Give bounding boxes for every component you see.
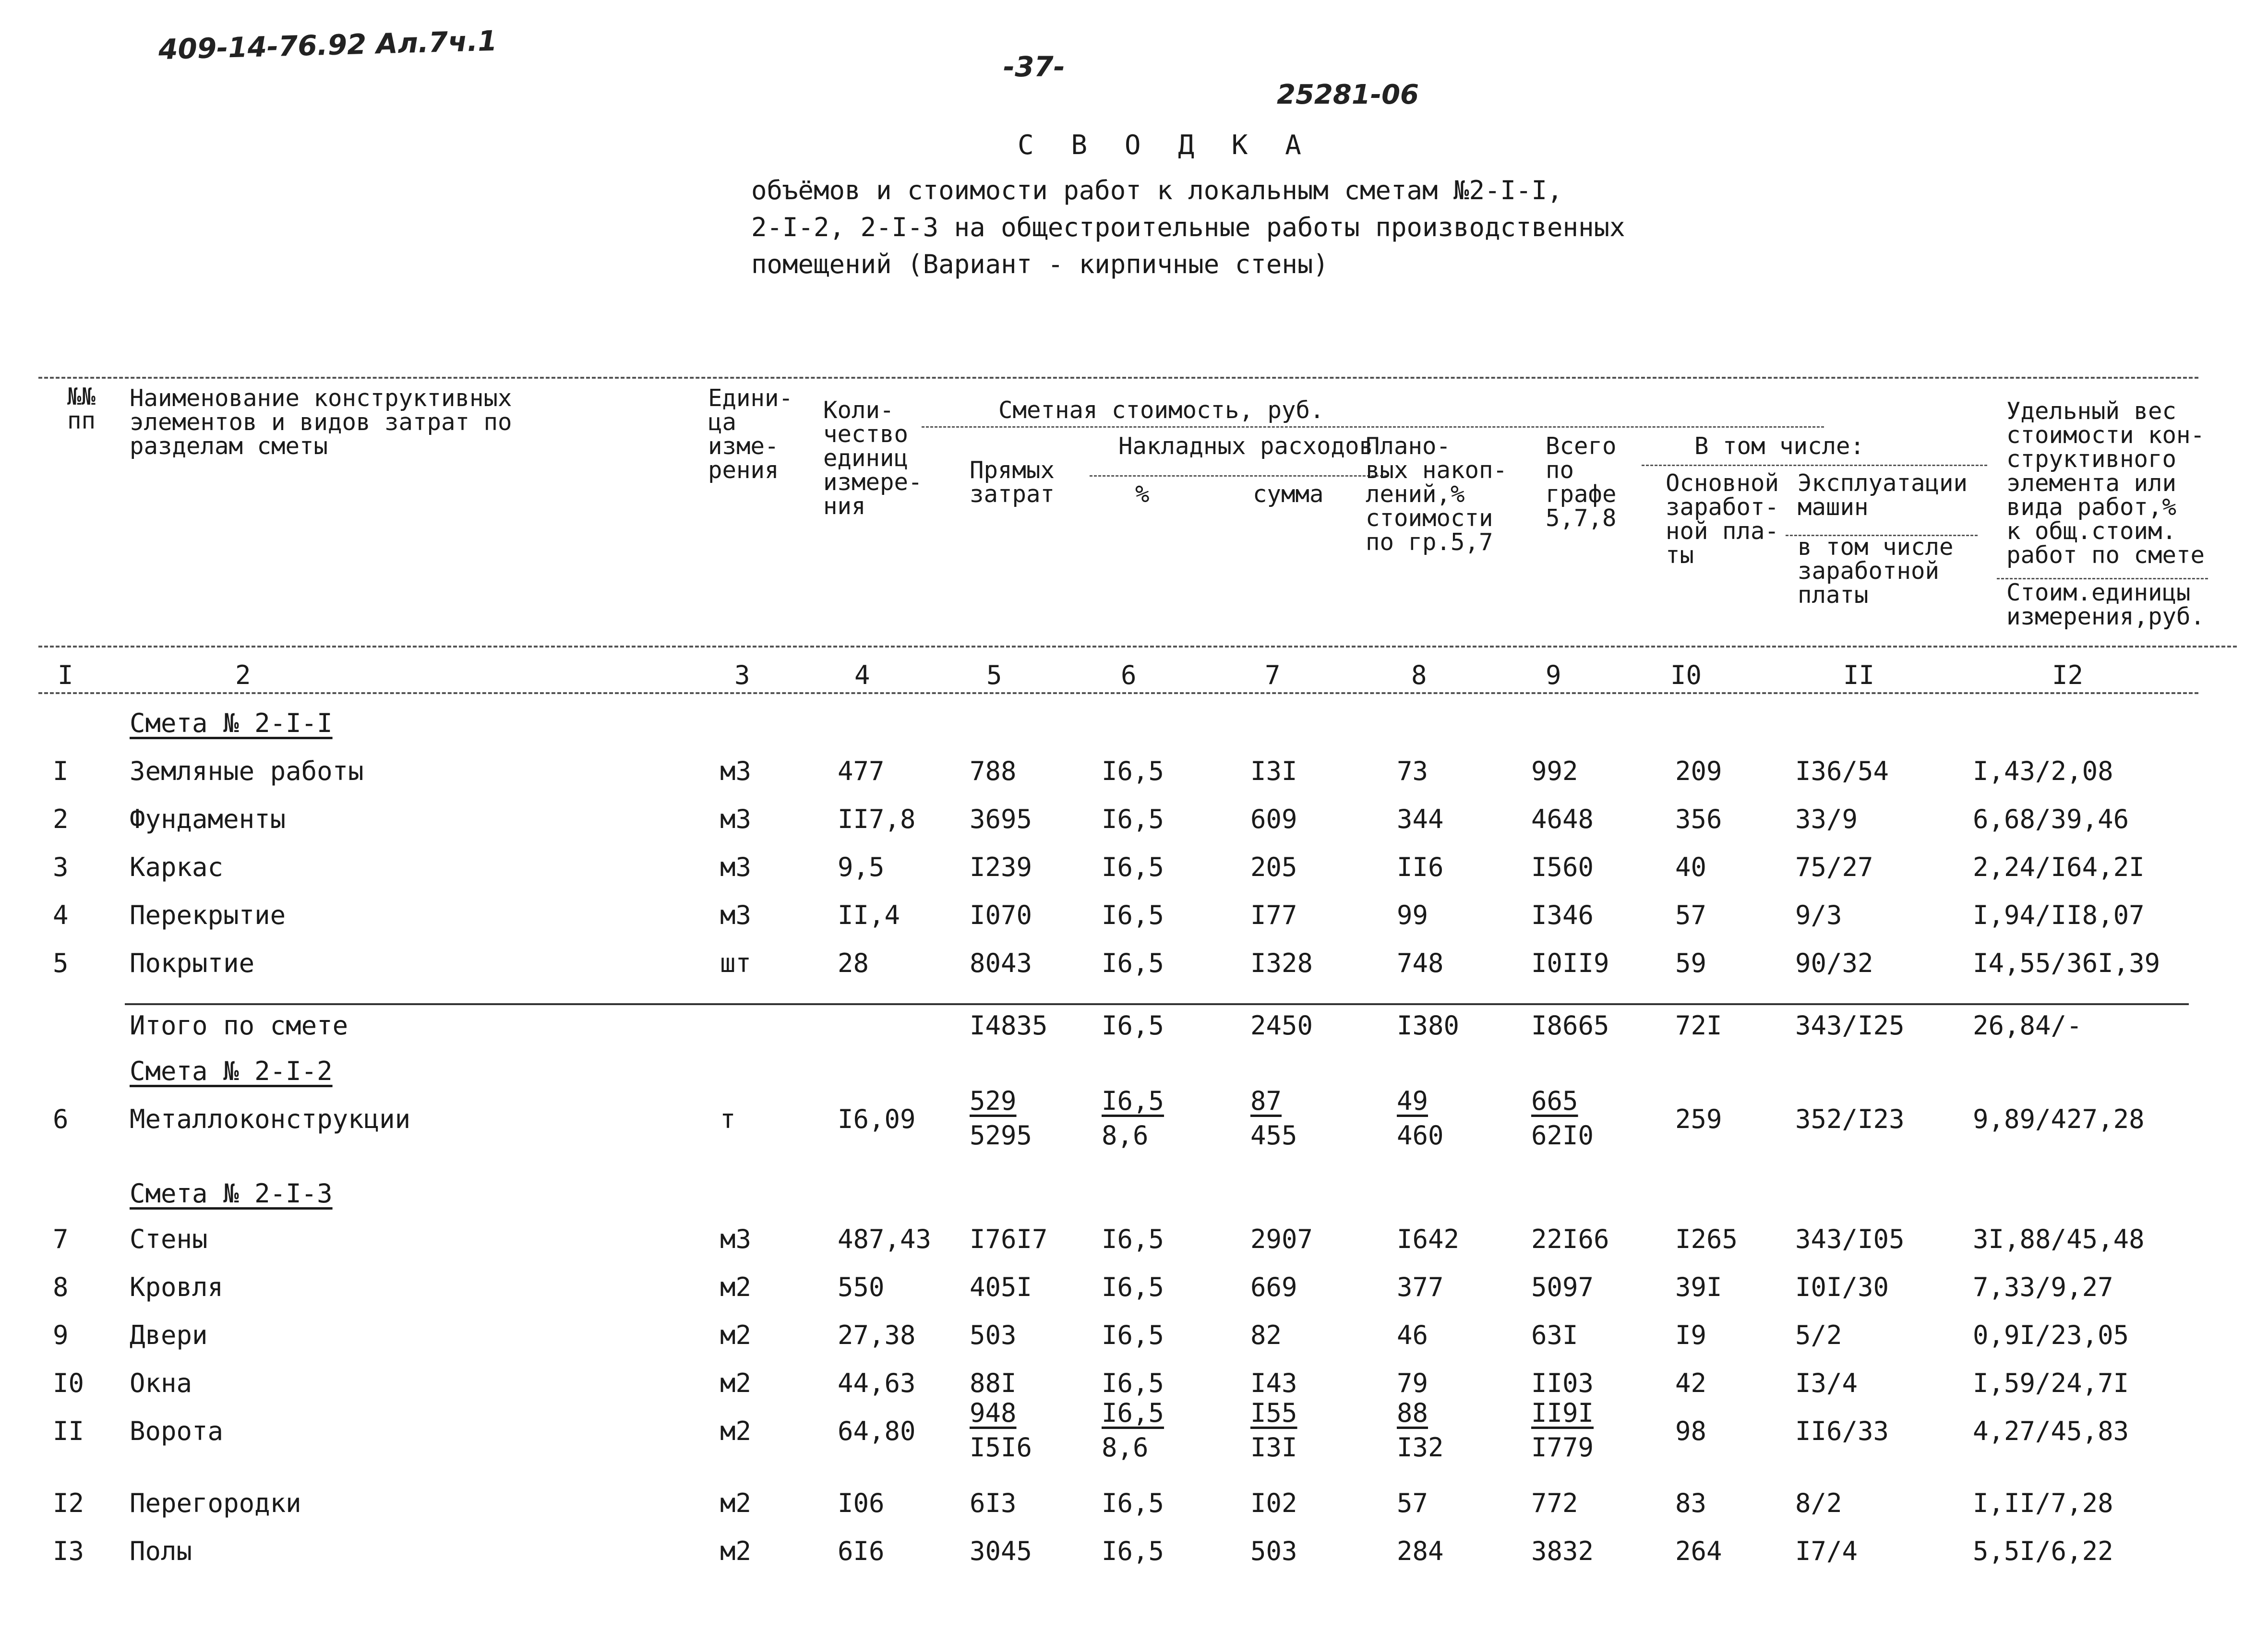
cell-total: 4648 <box>1531 804 1594 834</box>
cell-overhead-percent: I6,5 <box>1102 1224 1164 1254</box>
cell-name: Земляные работы <box>130 756 364 786</box>
cell-total: I0II9 <box>1531 948 1609 978</box>
cell-base-wage: 83 <box>1675 1488 1707 1518</box>
cell-name: Кровля <box>130 1272 224 1302</box>
cell-planned-savings: 73 <box>1397 756 1428 786</box>
cell-unit: м3 <box>720 756 752 786</box>
cell-total: I560 <box>1531 852 1594 882</box>
column-number-11: II <box>1843 660 1875 690</box>
cell-overhead-sum: 2907 <box>1250 1224 1313 1254</box>
col-header-total: Всего по графе 5,7,8 <box>1546 432 1617 532</box>
cell-share-unit-cost: 5,5I/6,22 <box>1973 1536 2113 1566</box>
cell-share-unit-cost: 4,27/45,83 <box>1973 1416 2129 1446</box>
page-number: -37- <box>1003 50 1065 83</box>
cell-direct-costs-second: 5295 <box>970 1120 1032 1151</box>
cell-total: I8665 <box>1531 1010 1609 1041</box>
column-number-12: I2 <box>2052 660 2084 690</box>
cell-direct-costs: 88I <box>970 1368 1017 1398</box>
cell-overhead-percent: I6,5 <box>1102 1086 1164 1116</box>
col-header-planned-savings: Плано- вых накоп- лений,% стоимости по гр.5,7 <box>1366 432 1508 556</box>
cell-name: Окна <box>130 1368 192 1398</box>
col-header-number: №№ пп <box>67 383 96 434</box>
cell-number: 4 <box>53 900 69 930</box>
cell-total: 665 <box>1531 1086 1578 1116</box>
subtitle-line-1: объёмов и стоимости работ к локальным сметам №2-I-I, <box>751 175 1563 205</box>
cell-share-unit-cost: 7,33/9,27 <box>1973 1272 2113 1302</box>
cell-total: 992 <box>1531 756 1578 786</box>
cell-overhead-sum-second: I3I <box>1250 1432 1297 1463</box>
cell-unit: м2 <box>720 1536 752 1566</box>
handwritten-inventory-code: 25281-06 <box>1277 79 1419 110</box>
cell-direct-costs: 8043 <box>970 948 1032 978</box>
cell-machine-operation: 343/I25 <box>1795 1010 1905 1041</box>
cell-direct-costs: 6I3 <box>970 1488 1017 1518</box>
cell-overhead-percent: I6,5 <box>1102 852 1164 882</box>
col-header-overhead-percent: % <box>1135 480 1150 508</box>
cell-total-second: I779 <box>1531 1432 1594 1463</box>
cell-base-wage: 356 <box>1675 804 1722 834</box>
cell-direct-costs: I76I7 <box>970 1224 1048 1254</box>
column-number-6: 6 <box>1121 660 1137 690</box>
cell-total: II9I <box>1531 1398 1594 1428</box>
cell-direct-costs: I4835 <box>970 1010 1048 1041</box>
handwritten-doc-code: 409-14-76.92 Ал.7ч.1 <box>158 24 498 66</box>
section-title-estimate-2: Смета № 2-I-2 <box>130 1056 333 1086</box>
cell-overhead-sum: 82 <box>1250 1320 1282 1350</box>
cell-quantity: 550 <box>838 1272 885 1302</box>
cell-machine-operation: 9/3 <box>1795 900 1842 930</box>
cell-planned-savings: 99 <box>1397 900 1428 930</box>
cell-share-unit-cost: 0,9I/23,05 <box>1973 1320 2129 1350</box>
cell-number: I3 <box>53 1536 84 1566</box>
column-number-3: 3 <box>734 660 750 690</box>
cell-overhead-percent: I6,5 <box>1102 1320 1164 1350</box>
cell-machine-operation: 90/32 <box>1795 948 1873 978</box>
cell-quantity: I06 <box>838 1488 885 1518</box>
cell-name: Перекрытие <box>130 900 286 930</box>
cell-name: Перегородки <box>130 1488 301 1518</box>
cell-direct-costs: 405I <box>970 1272 1032 1302</box>
cell-base-wage: 59 <box>1675 948 1707 978</box>
cell-planned-savings: 377 <box>1397 1272 1444 1302</box>
col-header-name: Наименование конструктивных элементов и видов затрат по разделам сметы <box>130 384 512 460</box>
cell-number: I0 <box>53 1368 84 1398</box>
cell-direct-costs: I239 <box>970 852 1032 882</box>
cell-share-unit-cost: I,II/7,28 <box>1973 1488 2113 1518</box>
cell-direct-costs: 503 <box>970 1320 1017 1350</box>
cell-overhead-sum: I55 <box>1250 1398 1297 1428</box>
col-header-unit-cost: Стоим.единицы измерения,руб. <box>2006 579 2205 630</box>
column-number-5: 5 <box>986 660 1002 690</box>
cell-name: Полы <box>130 1536 192 1566</box>
cell-total: 772 <box>1531 1488 1578 1518</box>
table-top-rule <box>38 377 2198 379</box>
cell-share-unit-cost: I,59/24,7I <box>1973 1368 2129 1398</box>
cell-direct-costs: 788 <box>970 756 1017 786</box>
cell-name: Двери <box>130 1320 208 1350</box>
cell-quantity: 487,43 <box>838 1224 932 1254</box>
cell-quantity: II,4 <box>838 900 900 930</box>
cell-overhead-percent-second: 8,6 <box>1102 1432 1149 1463</box>
cell-unit: м2 <box>720 1416 752 1446</box>
cell-unit: м2 <box>720 1488 752 1518</box>
cell-direct-costs-second: I5I6 <box>970 1432 1032 1463</box>
col-header-including: В том числе: <box>1694 432 1865 460</box>
cell-machine-operation: I7/4 <box>1795 1536 1858 1566</box>
section-title-estimate-3: Смета № 2-I-3 <box>130 1178 333 1209</box>
cell-total: II03 <box>1531 1368 1594 1398</box>
cell-share-unit-cost: 2,24/I64,2I <box>1973 852 2145 882</box>
cell-planned-savings: 49 <box>1397 1086 1428 1116</box>
cell-direct-costs: 3045 <box>970 1536 1032 1566</box>
cell-base-wage: 40 <box>1675 852 1707 882</box>
document-title: С В О Д К А <box>1018 130 1312 161</box>
cell-name: Фундаменты <box>130 804 286 834</box>
cell-direct-costs: I070 <box>970 900 1032 930</box>
cell-machine-operation: 33/9 <box>1795 804 1858 834</box>
overhead-group-rule <box>1090 475 1387 477</box>
cell-planned-savings: 344 <box>1397 804 1444 834</box>
cell-share-unit-cost: I,43/2,08 <box>1973 756 2113 786</box>
cell-planned-savings: 748 <box>1397 948 1444 978</box>
cell-unit: м2 <box>720 1320 752 1350</box>
cell-total: 3832 <box>1531 1536 1594 1566</box>
cell-planned-savings: I642 <box>1397 1224 1460 1254</box>
cell-overhead-sum: I328 <box>1250 948 1313 978</box>
cell-overhead-sum: 669 <box>1250 1272 1297 1302</box>
cell-total-second: 62I0 <box>1531 1120 1594 1151</box>
subtitle-line-2: 2-I-2, 2-I-3 на общестроительные работы производственных <box>751 212 1625 242</box>
cell-base-wage: 259 <box>1675 1104 1722 1134</box>
cost-group-rule <box>922 426 1824 428</box>
cell-machine-operation: 5/2 <box>1795 1320 1842 1350</box>
column-number-10: I0 <box>1670 660 1702 690</box>
cell-base-wage: 42 <box>1675 1368 1707 1398</box>
cell-unit: м2 <box>720 1272 752 1302</box>
cell-name: Металлоконструкции <box>130 1104 411 1134</box>
col-header-share: Удельный вес стоимости кон- структивного элемента или вида работ,% к общ.стоим. работ по смете <box>2006 397 2205 569</box>
col-header-overhead-sum: сумма <box>1253 480 1324 508</box>
cell-number: I <box>53 756 69 786</box>
cell-share-unit-cost: 3I,88/45,48 <box>1973 1224 2145 1254</box>
cell-overhead-sum: 2450 <box>1250 1010 1313 1041</box>
col-header-machine-wages: в том числе заработной платы <box>1798 533 1954 609</box>
cell-direct-costs: 3695 <box>970 804 1032 834</box>
cell-number: 2 <box>53 804 69 834</box>
cell-total: I346 <box>1531 900 1594 930</box>
cell-overhead-percent: I6,5 <box>1102 1536 1164 1566</box>
cell-share-unit-cost: I,94/II8,07 <box>1973 900 2145 930</box>
cell-share-unit-cost: I4,55/36I,39 <box>1973 948 2160 978</box>
column-number-2: 2 <box>235 660 251 690</box>
cell-overhead-sum: I02 <box>1250 1488 1297 1518</box>
cell-overhead-sum: 503 <box>1250 1536 1297 1566</box>
cell-machine-operation: I36/54 <box>1795 756 1889 786</box>
cell-unit: м3 <box>720 804 752 834</box>
cell-machine-operation: 75/27 <box>1795 852 1873 882</box>
cell-number: 3 <box>53 852 69 882</box>
cell-base-wage: 209 <box>1675 756 1722 786</box>
cell-number: II <box>53 1416 84 1446</box>
column-number-4: 4 <box>854 660 870 690</box>
cell-name: Итого по смете <box>130 1010 348 1041</box>
cell-unit: шт <box>720 948 752 978</box>
cell-number: 6 <box>53 1104 69 1134</box>
cell-base-wage: 98 <box>1675 1416 1707 1446</box>
cell-share-unit-cost: 6,68/39,46 <box>1973 804 2129 834</box>
cell-overhead-sum: 205 <box>1250 852 1297 882</box>
cell-overhead-sum: I43 <box>1250 1368 1297 1398</box>
cell-overhead-percent: I6,5 <box>1102 1272 1164 1302</box>
column-number-1: I <box>58 660 73 690</box>
cell-quantity: 6I6 <box>838 1536 885 1566</box>
cell-number: 5 <box>53 948 69 978</box>
cell-overhead-sum: I3I <box>1250 756 1297 786</box>
cell-quantity: 27,38 <box>838 1320 916 1350</box>
cell-machine-operation: I0I/30 <box>1795 1272 1889 1302</box>
col-header-overhead: Накладных расходов <box>1118 432 1374 460</box>
cell-planned-savings: II6 <box>1397 852 1444 882</box>
subtitle-line-3: помещений (Вариант - кирпичные стены) <box>751 249 1329 279</box>
cell-machine-operation: 8/2 <box>1795 1488 1842 1518</box>
col-header-base-wage: Основной заработ- ной пла- ты <box>1666 469 1779 569</box>
cell-number: 7 <box>53 1224 69 1254</box>
cell-total: 63I <box>1531 1320 1578 1350</box>
cell-machine-operation: 343/I05 <box>1795 1224 1905 1254</box>
cell-planned-savings: I380 <box>1397 1010 1460 1041</box>
section-title-estimate-1: Смета № 2-I-I <box>130 708 333 738</box>
col-header-unit: Едини- ца изме- рения <box>708 384 793 484</box>
header-bottom-rule <box>38 646 2237 648</box>
col-header-quantity: Коли- чество единиц измере- ния <box>823 396 923 520</box>
cell-machine-operation: I3/4 <box>1795 1368 1858 1398</box>
cell-quantity: II7,8 <box>838 804 916 834</box>
cell-base-wage: 72I <box>1675 1010 1722 1041</box>
cell-base-wage: I9 <box>1675 1320 1707 1350</box>
col-header-machine-operation: Эксплуатации машин <box>1798 469 1968 521</box>
cell-machine-operation: II6/33 <box>1795 1416 1889 1446</box>
cell-overhead-percent: I6,5 <box>1102 1010 1164 1041</box>
col-header-direct-costs: Прямых затрат <box>970 456 1055 508</box>
cell-base-wage: 39I <box>1675 1272 1722 1302</box>
cell-overhead-percent: I6,5 <box>1102 756 1164 786</box>
cell-base-wage: 264 <box>1675 1536 1722 1566</box>
cell-quantity: I6,09 <box>838 1104 916 1134</box>
cell-unit: м2 <box>720 1368 752 1398</box>
cell-quantity: 44,63 <box>838 1368 916 1398</box>
cell-overhead-percent: I6,5 <box>1102 1398 1164 1428</box>
cell-share-unit-cost: 26,84/- <box>1973 1010 2082 1041</box>
cell-overhead-sum: 87 <box>1250 1086 1282 1116</box>
cell-planned-savings: 46 <box>1397 1320 1428 1350</box>
cell-total: 22I66 <box>1531 1224 1609 1254</box>
cell-unit: м3 <box>720 1224 752 1254</box>
cell-unit: т <box>720 1104 736 1134</box>
cell-direct-costs: 948 <box>970 1398 1017 1428</box>
cell-overhead-sum-second: 455 <box>1250 1120 1297 1151</box>
cell-overhead-sum: 609 <box>1250 804 1297 834</box>
column-number-7: 7 <box>1265 660 1281 690</box>
cell-share-unit-cost: 9,89/427,28 <box>1973 1104 2145 1134</box>
cell-overhead-percent-second: 8,6 <box>1102 1120 1149 1151</box>
cell-number: I2 <box>53 1488 84 1518</box>
cell-overhead-sum: I77 <box>1250 900 1297 930</box>
cell-name: Стены <box>130 1224 208 1254</box>
cell-planned-savings: 284 <box>1397 1536 1444 1566</box>
cell-planned-savings: 57 <box>1397 1488 1428 1518</box>
cell-quantity: 64,80 <box>838 1416 916 1446</box>
cell-name: Покрытие <box>130 948 255 978</box>
cell-quantity: 477 <box>838 756 885 786</box>
cell-name: Ворота <box>130 1416 224 1446</box>
cell-overhead-percent: I6,5 <box>1102 900 1164 930</box>
cell-machine-operation: 352/I23 <box>1795 1104 1905 1134</box>
cell-overhead-percent: I6,5 <box>1102 948 1164 978</box>
cell-overhead-percent: I6,5 <box>1102 1488 1164 1518</box>
column-numbers-rule <box>38 692 2198 694</box>
cell-base-wage: 57 <box>1675 900 1707 930</box>
cell-planned-savings: 79 <box>1397 1368 1428 1398</box>
cell-overhead-percent: I6,5 <box>1102 1368 1164 1398</box>
cell-quantity: 9,5 <box>838 852 885 882</box>
col-header-estimate-cost: Сметная стоимость, руб. <box>998 396 1324 424</box>
cell-unit: м3 <box>720 852 752 882</box>
cell-planned-savings: 88 <box>1397 1398 1428 1428</box>
cell-quantity: 28 <box>838 948 869 978</box>
cell-planned-savings-second: I32 <box>1397 1432 1444 1463</box>
cell-direct-costs: 529 <box>970 1086 1017 1116</box>
cell-unit: м3 <box>720 900 752 930</box>
column-number-8: 8 <box>1411 660 1427 690</box>
cell-base-wage: I265 <box>1675 1224 1738 1254</box>
column-number-9: 9 <box>1546 660 1561 690</box>
cell-planned-savings-second: 460 <box>1397 1120 1444 1151</box>
subtotal-rule <box>125 1003 2189 1005</box>
cell-total: 5097 <box>1531 1272 1594 1302</box>
cell-overhead-percent: I6,5 <box>1102 804 1164 834</box>
cell-number: 8 <box>53 1272 69 1302</box>
cell-number: 9 <box>53 1320 69 1350</box>
incl-group-rule <box>1642 465 1987 466</box>
cell-name: Каркас <box>130 852 224 882</box>
